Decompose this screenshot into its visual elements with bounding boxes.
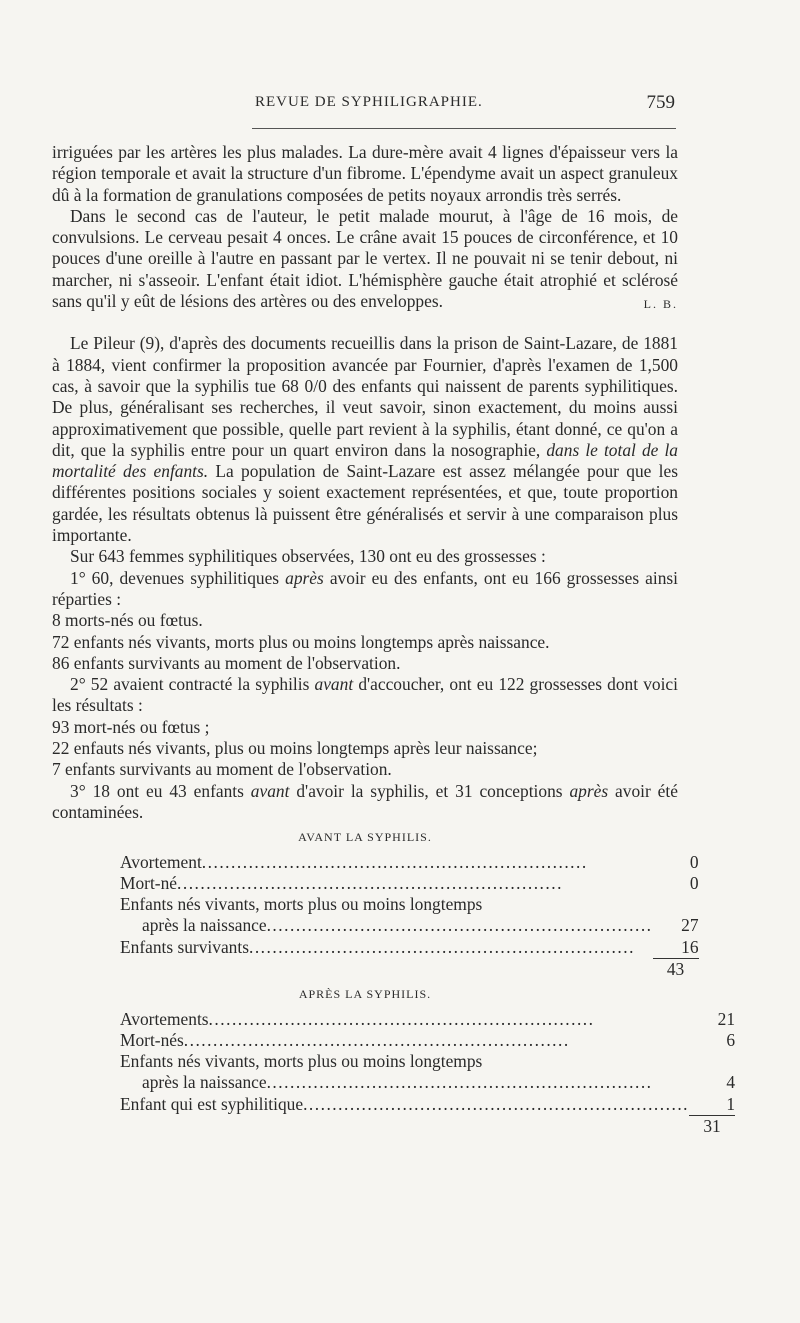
paragraph — [52, 781, 678, 824]
list-item: 22 enfauts nés vivants, plus ou moins longtemps après leur naissance; — [52, 738, 538, 759]
row-value: 21 — [717, 1008, 736, 1029]
row-label: Avortements.................................................................. — [120, 1008, 595, 1029]
total-row — [120, 958, 717, 980]
italic-text: après — [285, 567, 324, 588]
paragraph — [52, 674, 678, 717]
paragraph-text: (9), d'après des documents recueillis dans la prison de Saint-Lazare, de 1881 à 1884, vient confirmer la proposition avancée par Fournier, d'après l'examen de 1,500 cas, à savoir que la syphilis tue 68 0/0 des enfants qui naissent de parents syphilitiques. De plus, généralisant ses recherches, il veut savoir, sinon exactement, du moins aussi approximativement que possible, quelle part revient à la syphilis, étant donné, ce qu'on a dit, que la syphilis entre pour un quart environ dans la nosographie, — [52, 333, 678, 460]
paragraph-text: Dans le second cas de l'auteur, le petit malade mourut, à l'âge de 16 mois, de convulsions. Le cerveau pesait 4 onces. Le crâne avait 15 pouces de circonférence, et 10 pouces d'une oreille à l'autre en passant par le vertex. Il ne pouvait ni se tenir debout, ni marcher, ni s'asseoir. L'enfant était idiot. L'hémisphère gauche était atrophié et sclérosé sans qu'il y eût de lésions des artères ou des enveloppes. — [52, 205, 678, 312]
header-rule — [252, 128, 676, 129]
list-item: 8 morts-nés ou fœtus. — [52, 610, 203, 631]
results-table-before — [120, 852, 717, 981]
row-label: Mort-né.................................................................. — [120, 872, 563, 893]
article-body — [52, 142, 736, 1137]
results-table-after — [120, 1009, 753, 1138]
paragraph-text: 1° 60, devenues syphilitiques — [70, 567, 280, 588]
list-item: 72 enfants nés vivants, morts plus ou moins longtemps après naissance. — [52, 631, 550, 652]
table-row — [120, 873, 717, 894]
total-value: 43 — [653, 958, 699, 980]
table-row — [120, 852, 717, 873]
row-value: 6 — [726, 1029, 736, 1050]
row-label: après la naissance.................................................................. — [142, 1072, 653, 1093]
spacer — [52, 312, 678, 333]
table-row — [120, 937, 717, 958]
author-name: Le Pileur — [70, 333, 135, 354]
italic-text: dans le total de la mortalité des enfants. — [52, 439, 678, 482]
italic-text: avant — [250, 780, 290, 801]
paragraph-text: avoir été contaminées. — [52, 780, 678, 822]
row-value: 16 — [681, 936, 699, 957]
total-value: 31 — [689, 1115, 735, 1137]
row-label: après la naissance.................................................................. — [142, 915, 653, 936]
row-value: 4 — [726, 1072, 736, 1093]
row-label: Avortement.................................................................. — [120, 851, 588, 872]
journal-title: REVUE DE SYPHILIGRAPHIE. — [255, 94, 483, 110]
paragraph-text: avoir eu des enfants, ont eu 166 grossesses ainsi réparties : — [52, 567, 679, 609]
table-row — [120, 1051, 753, 1072]
paragraph: Sur 643 femmes syphilitiques observées, 130 ont eu des grossesses : — [70, 546, 546, 567]
paragraph — [52, 206, 678, 312]
row-label: Enfants nés vivants, morts plus ou moins longtemps — [120, 894, 483, 915]
table-row — [120, 1072, 753, 1093]
table-row — [120, 915, 717, 936]
paragraph-text: 2° 52 avaient contracté la syphilis — [70, 674, 310, 695]
paragraph-text: La population de Saint-Lazare est assez mélangée pour que les différentes positions sociales y soient exactement représentées, et que, toute proportion gardée, les résultats obtenus là puissent être généralisés et servir à une comparaison plus importante. — [52, 461, 678, 546]
paragraph — [52, 333, 678, 546]
list-item: 93 mort-nés ou fœtus ; — [52, 716, 210, 737]
paragraph-text: d'avoir la syphilis, et 31 conceptions — [296, 780, 563, 801]
row-label: Mort-nés.................................................................. — [120, 1029, 570, 1050]
author-initials: L. B. — [643, 297, 678, 312]
page-number: 759 — [646, 92, 675, 113]
row-value: 1 — [726, 1093, 736, 1114]
running-header — [255, 94, 675, 114]
table-row — [120, 1094, 753, 1115]
italic-text: après — [569, 780, 609, 801]
paragraph-text: 3° 18 ont eu 43 enfants — [70, 780, 244, 801]
table-heading: AVANT LA SYPHILIS. — [298, 830, 432, 845]
table-row — [120, 1030, 753, 1051]
paragraph — [52, 568, 678, 611]
list-item: 7 enfants survivants au moment de l'observation. — [52, 759, 392, 780]
table-row — [120, 1009, 753, 1030]
row-value: 0 — [689, 872, 699, 893]
paragraph-text: d'accoucher, ont eu 122 grossesses dont voici les résultats : — [52, 674, 678, 716]
row-label: Enfants survivants.................................................................. — [120, 936, 635, 957]
row-value: 0 — [689, 851, 699, 872]
row-value: 27 — [681, 915, 699, 936]
italic-text: avant — [314, 674, 354, 695]
paragraph: irriguées par les artères les plus malades. La dure-mère avait 4 lignes d'épaisseur vers la région temporale et avait la structure d'un fibrome. L'épendyme avait un aspect granuleux dû à la formation de granulations composées de petits noyaux arrondis très serrés. — [52, 142, 678, 205]
row-label: Enfants nés vivants, morts plus ou moins longtemps — [120, 1051, 483, 1072]
total-row — [120, 1115, 753, 1137]
table-heading: APRÈS LA SYPHILIS. — [298, 987, 432, 1002]
table-row — [120, 894, 717, 915]
row-label: Enfant qui est syphilitique.................................................................. — [120, 1093, 690, 1114]
list-item: 86 enfants survivants au moment de l'observation. — [52, 652, 401, 673]
